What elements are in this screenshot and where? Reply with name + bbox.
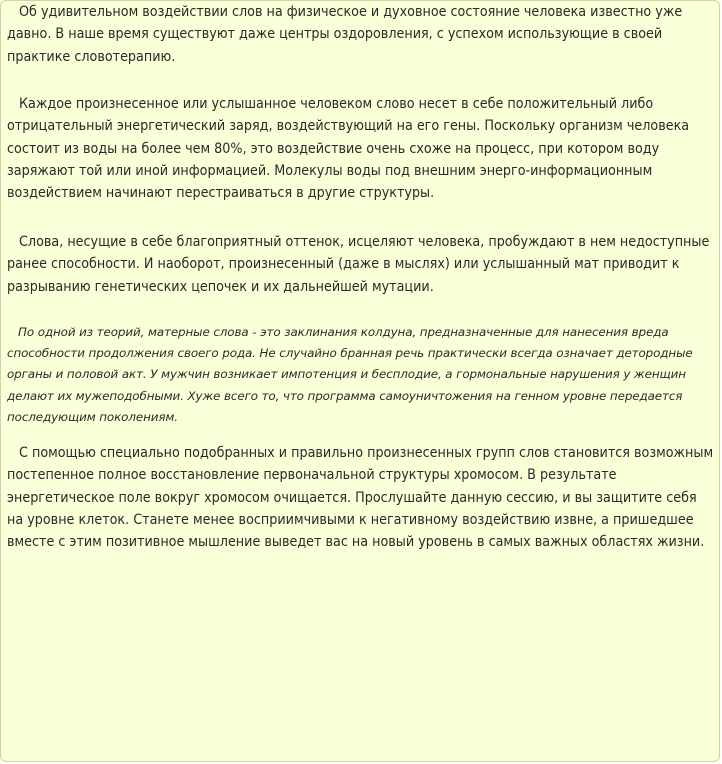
paragraph-energy-charge: Каждое произнесенное или услышанное человеком слово несет в себе положительный либо отрицательный энергетический заряд, воздействующий на его гены. Поскольку организм человека состоит из воды на более чем 80%, это воздействие очень схоже на процесс, при котором воду заряжают той или иной информацией. Молекулы воды под внешним энерго-информационным воздействием начинают перестраиваться в другие структуры. [7,96,690,202]
paragraph-intro: Об удивительном воздействии слов на физическое и духовное состояние человека известно уже давно. В наше время существуют даже центры оздоровления, с успехом использующие в своей практике словотерапию. [7,4,683,65]
paragraph-theory-italic: По одной из теорий, матерные слова - это заклинания колдуна, предназначенные для нанесения вреда способности продолжения своего рода. Не случайно бранная речь практически всегда означает детородные органы и половой акт. У мужчин возникает импотенция и бесплодие, а гормональные нарушения у женщин делают их мужеподобными. Хуже всего то, что программа самоуничтожения на генном уровне передается последующим поколениям. [7,325,693,424]
paragraph-healing-words: Слова, несущие в себе благоприятный оттенок, исцеляют человека, пробуждают в нем недоступные ранее способности. И наоборот, произнесенный (даже в мыслях) или услышанный мат приводит к разрыванию генетических цепочек и их дальнейшей мутации. [7,234,710,295]
paragraph-restoration: С помощью специально подобранных и правильно произнесенных групп слов становится возможным постепенное полное восстановление первоначальной структуры хромосом. В результате энергетическое поле вокруг хромосом очищается. Прослушайте данную сессию, и вы защитите себя на уровне клеток. Станете менее восприимчивыми к негативному воздействию извне, а пришедшее вместе с этим позитивное мышление выведет вас на новый уровень в самых важных областях жизни. [7,445,714,551]
